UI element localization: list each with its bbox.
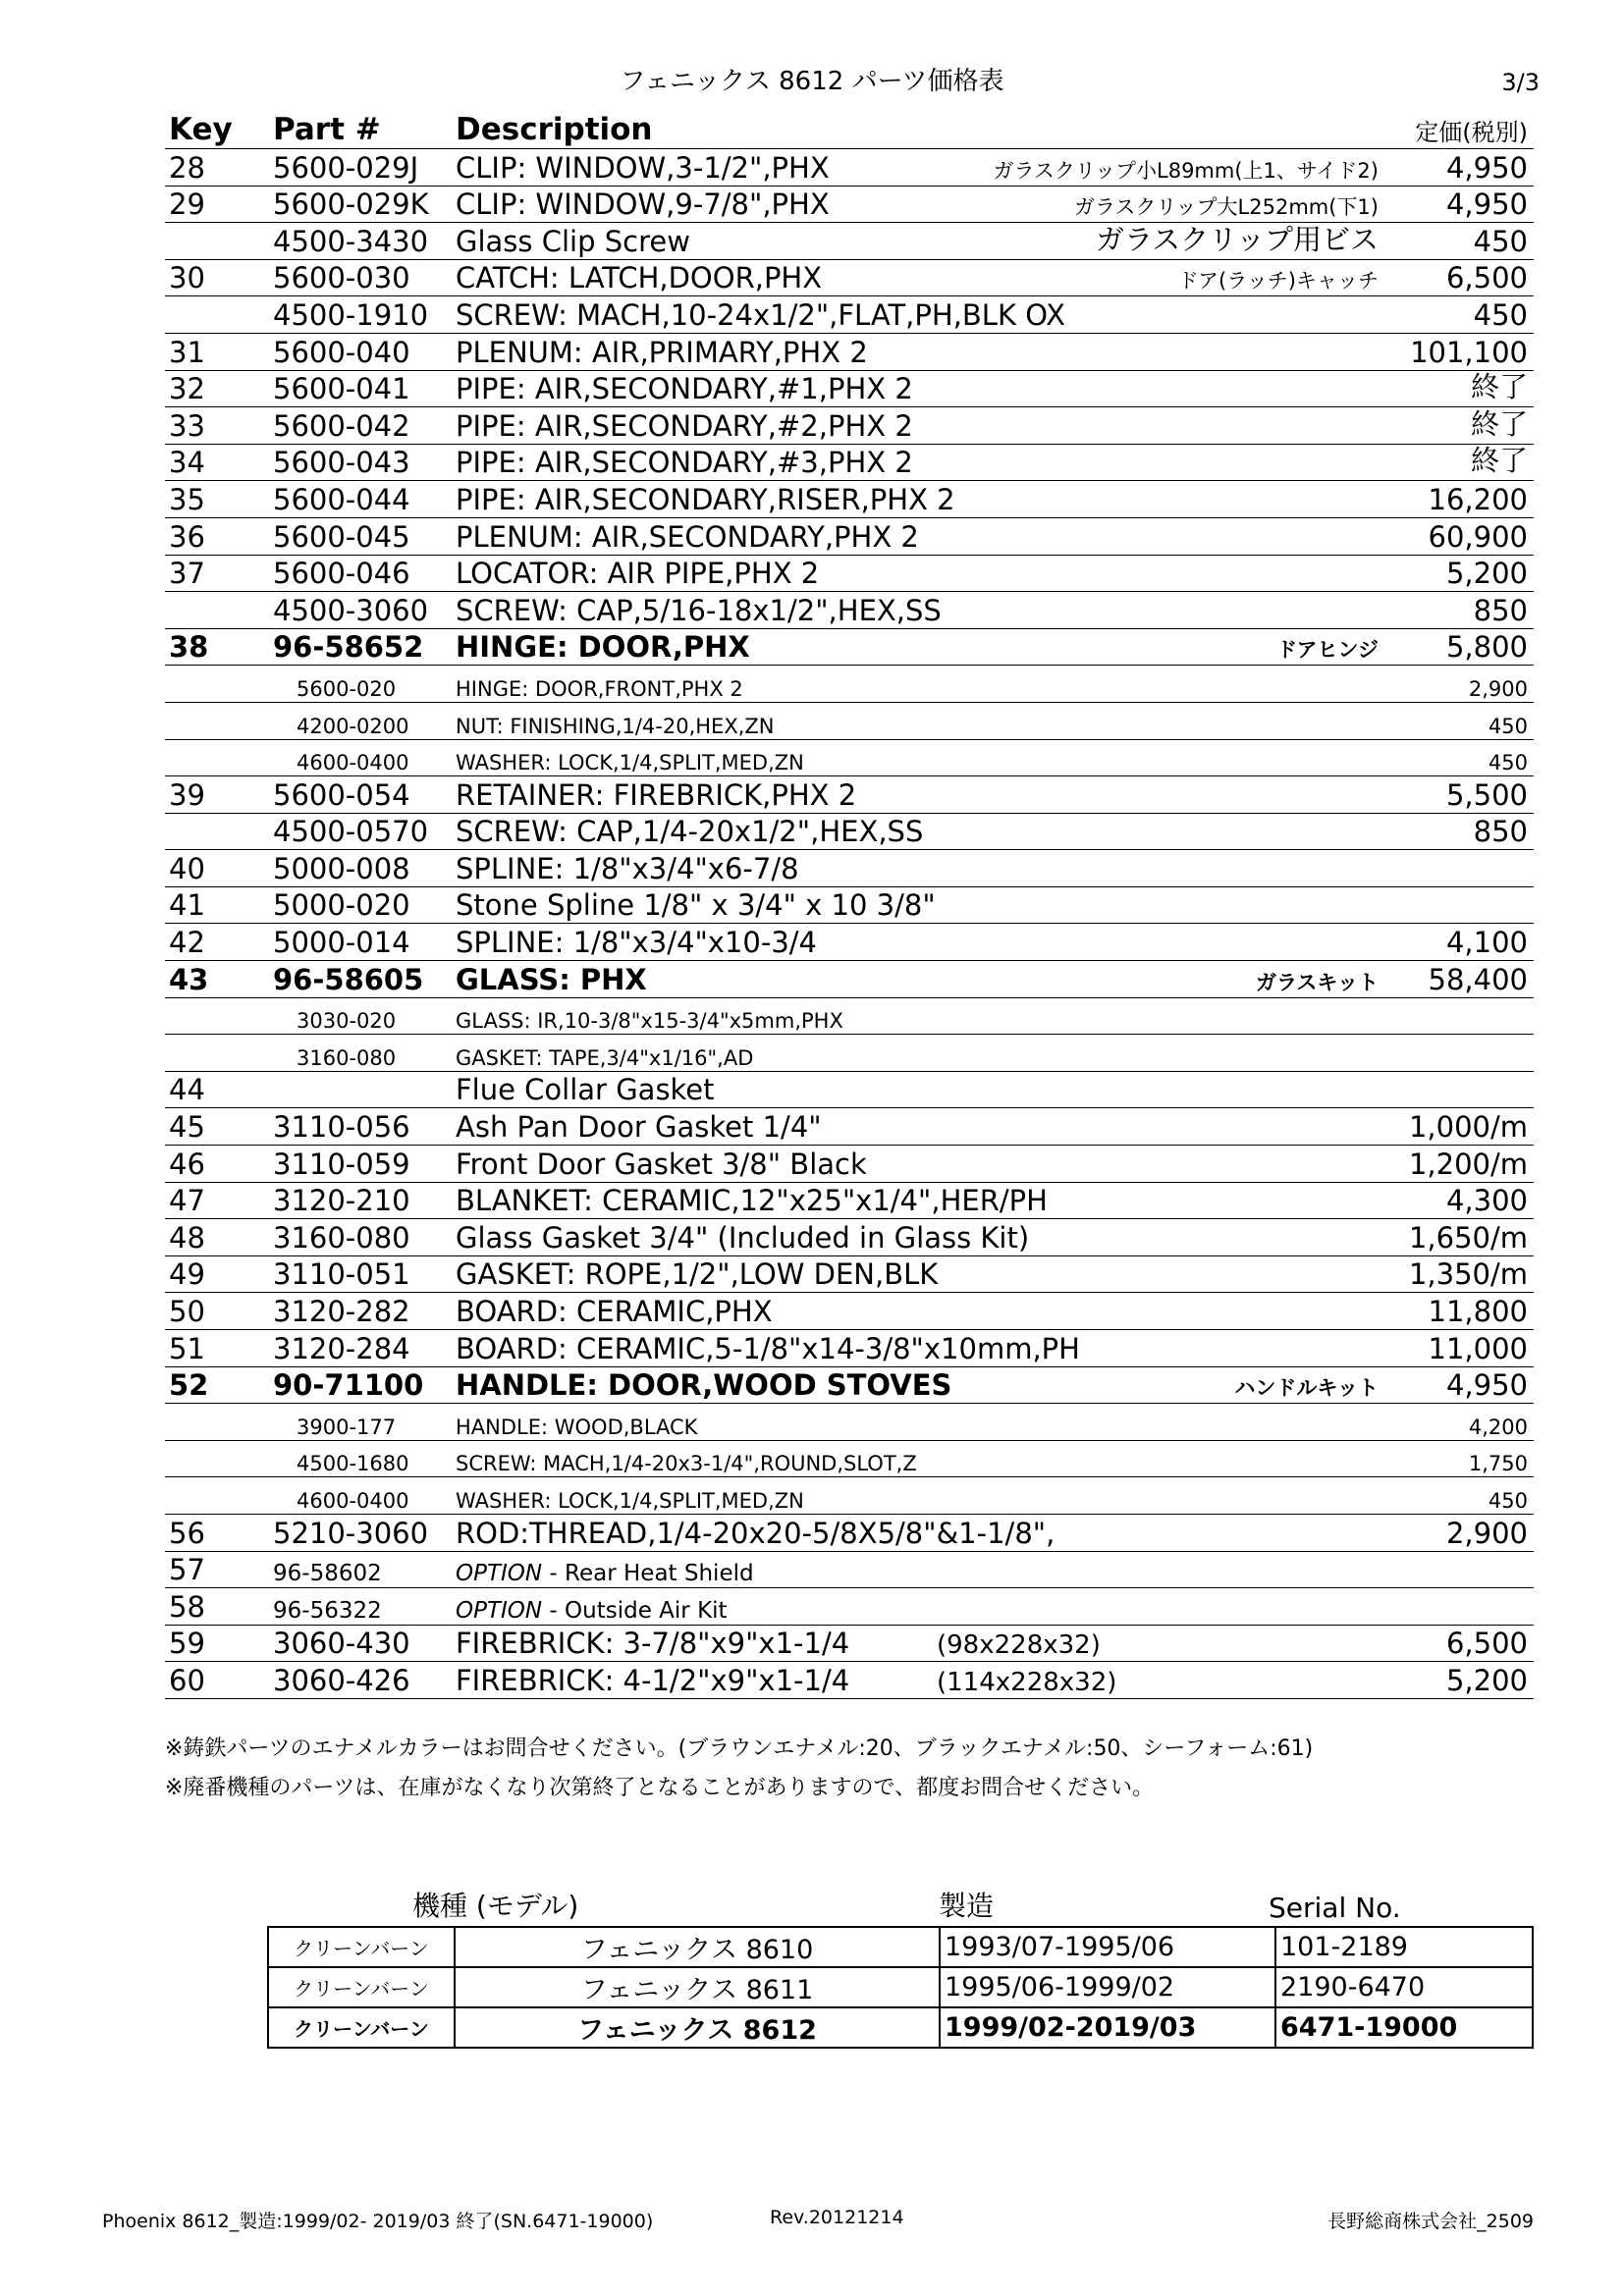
row-key: 30 [169, 261, 205, 295]
row-key: 56 [169, 1516, 205, 1550]
table-row [165, 998, 1534, 1036]
table-header [165, 106, 1534, 149]
row-part-number: 5600-029K [273, 187, 429, 222]
row-part-number: 3900-177 [297, 1415, 397, 1439]
row-key: 32 [169, 372, 205, 406]
row-key: 36 [169, 519, 205, 554]
table-row [165, 223, 1534, 260]
made-cell: 1995/06-1999/02 [940, 1967, 1275, 2007]
table-row [165, 1515, 1534, 1552]
notes [165, 1730, 1313, 1808]
row-key: 50 [169, 1295, 205, 1328]
table-row [165, 1035, 1534, 1072]
table-row [165, 1626, 1534, 1663]
option-label: OPTION [456, 1561, 543, 1587]
model-header: 機種 (モデル) [412, 1890, 579, 1922]
table-row [165, 887, 1534, 925]
row-description: PLENUM: AIR,PRIMARY,PHX 2 [456, 335, 868, 369]
row-part-number: 5600-045 [273, 519, 410, 554]
model-table-header [267, 1883, 1534, 1926]
row-description: Glass Clip Screw [456, 224, 690, 258]
row-price: 60,900 [1428, 519, 1528, 554]
row-price: 450 [1473, 297, 1528, 332]
row-description: FIREBRICK: 3-7/8"x9"x1-1/4 [456, 1627, 850, 1661]
row-key: 45 [169, 1110, 205, 1145]
table-row [165, 334, 1534, 371]
row-description: GASKET: TAPE,3/4"x1/16",AD [456, 1045, 754, 1070]
table-row [165, 776, 1534, 814]
row-part-number: 96-56322 [273, 1597, 382, 1624]
table-row [165, 1219, 1534, 1256]
row-part-number: 96-58602 [273, 1561, 382, 1587]
row-description: Stone Spline 1/8" x 3/4" x 10 3/8" [456, 888, 936, 923]
row-description: Flue Collar Gasket [456, 1073, 715, 1107]
table-row [165, 1441, 1534, 1478]
row-description: BOARD: CERAMIC,PHX [456, 1295, 773, 1328]
table-row [165, 850, 1534, 887]
row-price: 6,500 [1445, 1627, 1528, 1661]
row-part-number: 4500-1680 [297, 1452, 409, 1476]
row-description: HINGE: DOOR,PHX [456, 630, 750, 665]
option-text: Rear Heat Shield [565, 1561, 754, 1587]
table-row [165, 961, 1534, 998]
row-key: 28 [169, 150, 205, 185]
row-part-number: 3060-426 [273, 1663, 410, 1697]
option-label: OPTION [456, 1597, 543, 1624]
row-description: WASHER: LOCK,1/4,SPLIT,MED,ZN [456, 1488, 804, 1513]
table-row [165, 1146, 1534, 1183]
table-row [165, 1662, 1534, 1699]
parts-rows [165, 149, 1534, 1699]
table-row [165, 1293, 1534, 1330]
model-table [267, 1883, 1534, 2049]
row-price: 終了 [1470, 370, 1528, 404]
row-part-number: 3110-051 [273, 1257, 410, 1292]
table-row [165, 481, 1534, 518]
table-row [165, 814, 1534, 851]
row-part-number: 96-58605 [273, 962, 424, 996]
col-part: Part # [273, 112, 381, 147]
row-key: 42 [169, 926, 205, 960]
row-price: 450 [1488, 714, 1528, 738]
row-key: 49 [169, 1257, 205, 1292]
row-price: 4,100 [1445, 926, 1528, 960]
row-key: 43 [169, 962, 209, 996]
table-row [165, 445, 1534, 482]
made-cell: 1999/02-2019/03 [940, 2007, 1275, 2048]
row-price: 4,950 [1445, 1368, 1528, 1403]
parts-table [165, 106, 1534, 1699]
table-row [165, 740, 1534, 777]
col-description: Description [456, 112, 653, 147]
table-row [165, 371, 1534, 408]
row-part-number: 3160-080 [297, 1045, 397, 1070]
row-key: 40 [169, 851, 205, 885]
row-key: 52 [169, 1368, 209, 1403]
table-row [165, 1404, 1534, 1441]
row-key: 34 [169, 446, 205, 480]
row-part-number: 4600-0400 [297, 1488, 409, 1513]
row-key: 59 [169, 1627, 205, 1661]
row-description: SCREW: MACH,10-24x1/2",FLAT,PH,BLK OX [456, 297, 1066, 332]
table-row [165, 1108, 1534, 1146]
row-part-number: 5600-041 [273, 372, 410, 406]
row-price: 5,800 [1445, 630, 1528, 665]
serial-cell: 101-2189 [1275, 1927, 1533, 1967]
row-price: 1,200/m [1408, 1147, 1528, 1181]
row-description: FIREBRICK: 4-1/2"x9"x1-1/4 [456, 1663, 850, 1697]
row-japanese-name: ドア(ラッチ)キャッチ [1177, 269, 1379, 294]
row-description: GASKET: ROPE,1/2",LOW DEN,BLK [456, 1257, 939, 1292]
row-price: 850 [1473, 815, 1528, 849]
row-part-number: 3120-210 [273, 1184, 410, 1218]
table-row [165, 1552, 1534, 1589]
row-key: 38 [169, 630, 209, 665]
model-rows [267, 1926, 1534, 2049]
row-description: CLIP: WINDOW,9-7/8",PHX [456, 187, 830, 222]
row-japanese-name: ガラスクリップ小L89mm(上1、サイド2) [993, 158, 1379, 183]
row-key: 58 [169, 1589, 205, 1624]
row-description: SCREW: CAP,5/16-18x1/2",HEX,SS [456, 593, 942, 627]
row-part-number: 4600-0400 [297, 751, 409, 775]
option-text: Outside Air Kit [565, 1597, 728, 1624]
row-description: WASHER: LOCK,1/4,SPLIT,MED,ZN [456, 751, 804, 775]
row-price: 2,900 [1468, 676, 1528, 701]
row-description: SPLINE: 1/8"x3/4"x10-3/4 [456, 926, 817, 960]
row-price: 6,500 [1445, 261, 1528, 295]
note-enamel: ※鋳鉄パーツのエナメルカラーはお問合せください。(ブラウンエナメル:20、ブラックエナメル:50、シーフォーム:61) [165, 1736, 1314, 1761]
row-description: Glass Gasket 3/4" (Included in Glass Kit) [456, 1220, 1030, 1255]
row-description: ROD:THREAD,1/4-20x20-5/8X5/8"&1-1/8", [456, 1516, 1056, 1550]
row-description: LOCATOR: AIR PIPE,PHX 2 [456, 557, 820, 591]
row-part-number: 3160-080 [273, 1220, 410, 1255]
row-part-number: 3110-059 [273, 1147, 410, 1181]
row-japanese-name: ドアヒンジ [1276, 638, 1379, 663]
row-description: SCREW: CAP,1/4-20x1/2",HEX,SS [456, 815, 924, 849]
row-description: BOARD: CERAMIC,5-1/8"x14-3/8"x10mm,PH [456, 1331, 1080, 1365]
row-part-number: 3060-430 [273, 1627, 410, 1661]
row-key: 51 [169, 1331, 205, 1365]
table-row [165, 1072, 1534, 1109]
row-japanese-name: ガラスキット [1256, 970, 1379, 994]
row-price: 2,900 [1445, 1516, 1528, 1550]
page-title: フェニックス 8612 パーツ価格表 [620, 67, 1004, 96]
row-part-number: 5600-030 [273, 261, 410, 295]
row-part-number: 96-58652 [273, 630, 424, 665]
row-description: PLENUM: AIR,SECONDARY,PHX 2 [456, 519, 919, 554]
table-row [165, 518, 1534, 556]
row-price: 4,950 [1445, 150, 1528, 185]
table-row [165, 1183, 1534, 1220]
row-price: 16,200 [1428, 482, 1528, 516]
row-description: RETAINER: FIREBRICK,PHX 2 [456, 777, 857, 812]
row-dimensions: (114x228x32) [937, 1667, 1117, 1697]
row-price: 58,400 [1428, 962, 1528, 996]
serial-cell: 2190-6470 [1275, 1967, 1533, 2007]
made-cell: 1993/07-1995/06 [940, 1927, 1275, 1967]
row-key: 47 [169, 1184, 205, 1218]
row-price: 1,650/m [1408, 1220, 1528, 1255]
row-description: GLASS: IR,10-3/8"x15-3/4"x5mm,PHX [456, 1009, 843, 1034]
table-row [165, 592, 1534, 629]
footer-revision: Rev.20121214 [770, 2207, 904, 2228]
row-part-number: 4500-3060 [273, 593, 429, 627]
row-key: 31 [169, 335, 205, 369]
table-row [165, 1588, 1534, 1626]
row-key: 41 [169, 888, 205, 923]
table-row [165, 149, 1534, 187]
row-price: 101,100 [1410, 335, 1528, 369]
table-row [165, 1477, 1534, 1515]
row-description: OPTION - Outside Air Kit [456, 1597, 728, 1624]
row-price: 450 [1488, 1488, 1528, 1513]
row-part-number: 5600-020 [297, 676, 397, 701]
row-price: 850 [1473, 593, 1528, 627]
row-description: HANDLE: WOOD,BLACK [456, 1415, 698, 1439]
row-key: 37 [169, 557, 205, 591]
serial-cell: 6471-19000 [1275, 2007, 1533, 2048]
row-part-number: 3110-056 [273, 1110, 410, 1145]
model-cell: フェニックス 8610 [455, 1927, 940, 1967]
row-price: 5,200 [1445, 557, 1528, 591]
page-number: 3/3 [1501, 69, 1540, 96]
row-description: HANDLE: DOOR,WOOD STOVES [456, 1368, 952, 1403]
row-part-number: 5210-3060 [273, 1516, 429, 1550]
row-part-number: 5600-044 [273, 482, 410, 516]
row-price: 4,200 [1468, 1415, 1528, 1439]
footer-company: 長野総商株式会社_2509 [1327, 2211, 1534, 2232]
row-part-number: 5000-020 [273, 888, 410, 923]
row-description: Ash Pan Door Gasket 1/4" [456, 1110, 822, 1145]
row-dimensions: (98x228x32) [937, 1630, 1101, 1661]
model-cell: フェニックス 8611 [455, 1967, 940, 2007]
table-row [165, 556, 1534, 593]
row-part-number: 5000-008 [273, 851, 410, 885]
table-row [165, 260, 1534, 297]
row-description: PIPE: AIR,SECONDARY,RISER,PHX 2 [456, 482, 955, 516]
maker-cell: クリーンバーン [268, 1927, 455, 1967]
row-description: HINGE: DOOR,FRONT,PHX 2 [456, 676, 743, 701]
table-row [165, 407, 1534, 445]
row-description: Front Door Gasket 3/8" Black [456, 1147, 867, 1181]
row-price: 11,800 [1428, 1295, 1528, 1328]
row-description: NUT: FINISHING,1/4-20,HEX,ZN [456, 714, 775, 738]
row-description: CLIP: WINDOW,3-1/2",PHX [456, 150, 830, 185]
row-price: 11,000 [1428, 1331, 1528, 1365]
table-row [165, 924, 1534, 961]
row-price: 1,350/m [1408, 1257, 1528, 1292]
row-part-number: 3120-282 [273, 1295, 410, 1328]
row-part-number: 4500-0570 [273, 815, 429, 849]
row-key: 29 [169, 187, 205, 222]
row-price: 5,500 [1445, 777, 1528, 812]
footer-left: Phoenix 8612_製造:1999/02- 2019/03 終了(SN.6471-19000) [102, 2211, 654, 2232]
row-part-number: 3120-284 [273, 1331, 410, 1365]
row-description: PIPE: AIR,SECONDARY,#1,PHX 2 [456, 372, 913, 406]
row-part-number: 5600-042 [273, 408, 410, 443]
row-key: 35 [169, 482, 205, 516]
row-part-number: 5600-054 [273, 777, 410, 812]
model-row [268, 2007, 1533, 2048]
row-description: OPTION - Rear Heat Shield [456, 1561, 754, 1587]
row-part-number: 90-71100 [273, 1368, 424, 1403]
serial-header: Serial No. [1269, 1892, 1401, 1924]
row-key: 44 [169, 1073, 205, 1107]
row-price: 450 [1488, 751, 1528, 775]
row-description: PIPE: AIR,SECONDARY,#3,PHX 2 [456, 446, 913, 480]
row-japanese-name: ハンドルキット [1234, 1376, 1379, 1401]
row-part-number: 4500-3430 [273, 224, 429, 258]
row-description: GLASS: PHX [456, 962, 647, 996]
row-price: 1,750 [1468, 1452, 1528, 1476]
row-description: BLANKET: CERAMIC,12"x25"x1/4",HER/PH [456, 1184, 1048, 1218]
row-part-number: 5600-046 [273, 557, 410, 591]
row-price: 450 [1473, 224, 1528, 258]
row-price: 終了 [1470, 444, 1528, 478]
row-key: 33 [169, 408, 205, 443]
col-price: 定価(税別) [1415, 119, 1528, 146]
model-row [268, 1967, 1533, 2007]
made-header: 製造 [939, 1890, 995, 1922]
maker-cell: クリーンバーン [268, 2007, 455, 2048]
row-key: 39 [169, 777, 205, 812]
model-row [268, 1927, 1533, 1967]
table-row [165, 1330, 1534, 1367]
row-part-number: 4200-0200 [297, 714, 409, 738]
table-row [165, 1256, 1534, 1294]
row-key: 60 [169, 1663, 205, 1697]
row-part-number: 5000-014 [273, 926, 410, 960]
table-row [165, 296, 1534, 334]
row-price: 4,300 [1445, 1184, 1528, 1218]
row-description: SCREW: MACH,1/4-20x3-1/4",ROUND,SLOT,Z [456, 1452, 917, 1476]
maker-cell: クリーンバーン [268, 1967, 455, 2007]
row-part-number: 5600-043 [273, 446, 410, 480]
row-key: 48 [169, 1220, 205, 1255]
table-row [165, 666, 1534, 703]
row-key: 46 [169, 1147, 205, 1181]
model-cell: フェニックス 8612 [455, 2007, 940, 2048]
table-row [165, 629, 1534, 667]
row-price: 1,000/m [1408, 1110, 1528, 1145]
col-key: Key [169, 112, 233, 147]
row-japanese-name: ガラスクリップ用ビス [1096, 222, 1379, 256]
row-price: 5,200 [1445, 1663, 1528, 1697]
row-key: 57 [169, 1553, 205, 1587]
row-part-number: 5600-029J [273, 150, 419, 185]
row-part-number: 5600-040 [273, 335, 410, 369]
note-discontinued: ※廃番機種のパーツは、在庫がなくなり次第終了となることがありますので、都度お問合せください。 [165, 1776, 1155, 1800]
row-price: 終了 [1470, 406, 1528, 441]
row-description: CATCH: LATCH,DOOR,PHX [456, 261, 823, 295]
row-japanese-name: ガラスクリップ大L252mm(下1) [1074, 195, 1379, 220]
table-row [165, 1367, 1534, 1405]
row-part-number: 3030-020 [297, 1009, 397, 1034]
row-price: 4,950 [1445, 187, 1528, 222]
table-row [165, 703, 1534, 740]
row-part-number: 4500-1910 [273, 297, 429, 332]
row-description: PIPE: AIR,SECONDARY,#2,PHX 2 [456, 408, 913, 443]
row-description: SPLINE: 1/8"x3/4"x6-7/8 [456, 851, 799, 885]
